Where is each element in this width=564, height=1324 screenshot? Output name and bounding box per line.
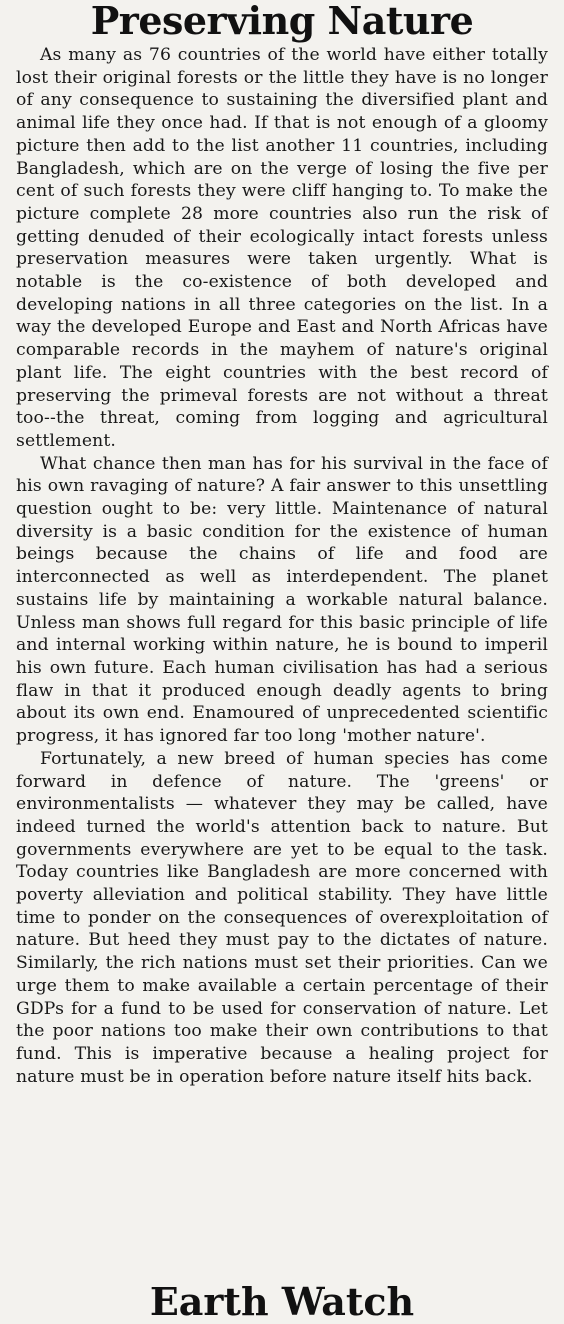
next-article-headline-cut-off: Earth Watch — [149, 1279, 415, 1324]
article-body — [16, 44, 548, 1088]
article-headline: Preserving Nature — [90, 0, 474, 43]
article-paragraph-2: What chance then man has for his survival in the face of his own ravaging of nature? A fair answer to this unsettling question ought to be: very little. Maintenance of natural diversity is a basic condition for the existence of human beings because the chains of life and food are interconnected as well as interdependent. The planet sustains life by maintaining a workable natural balance. Unless man shows full regard for this basic principle of life and internal working within nature, he is bound to imperil his own future. Each human civilisation has had a serious flaw in that it produced enough deadly agents to bring about its own end. Enamoured of unprecedented scientific progress, it has ignored far too long 'mother nature'. — [16, 453, 548, 747]
article-paragraph-1: As many as 76 countries of the world have either totally lost their original forests or the little they have is no longer of any consequence to sustaining the diversified plant and animal life they once had. If that is not enough of a gloomy picture then add to the list another 11 countries, including Bangladesh, which are on the verge of losing the five per cent of such forests they were cliff hanging to. To make the picture complete 28 more countries also run the risk of getting denuded of their ecologically intact forests unless preservation measures were taken urgently. What is notable is the co-existence of both developed and developing nations in all three categories on the list. In a way the developed Europe and East and North Africas have comparable records in the mayhem of nature's original plant life. The eight countries with the best record of preserving the primeval forests are not without a threat too--the threat, coming from logging and agricultural settlement. — [16, 45, 548, 451]
article-paragraph-3: Fortunately, a new breed of human species has come forward in defence of nature. The 'greens' or environmentalists — whatever they may be called, have indeed turned the world's attention back to nature. But governments everywhere are yet to be equal to the task. Today countries like Bangladesh are more concerned with poverty alleviation and political stability. They have little time to ponder on the consequences of overexploitation of nature. But heed they must pay to the dictates of nature. Similarly, the rich nations must set their priorities. Can we urge them to make available a certain percentage of their GDPs for a fund to be used for conservation of nature. Let the poor nations too make their own contributions to that fund. This is imperative because a healing project for nature must be in operation before nature itself hits back. — [16, 748, 548, 1087]
